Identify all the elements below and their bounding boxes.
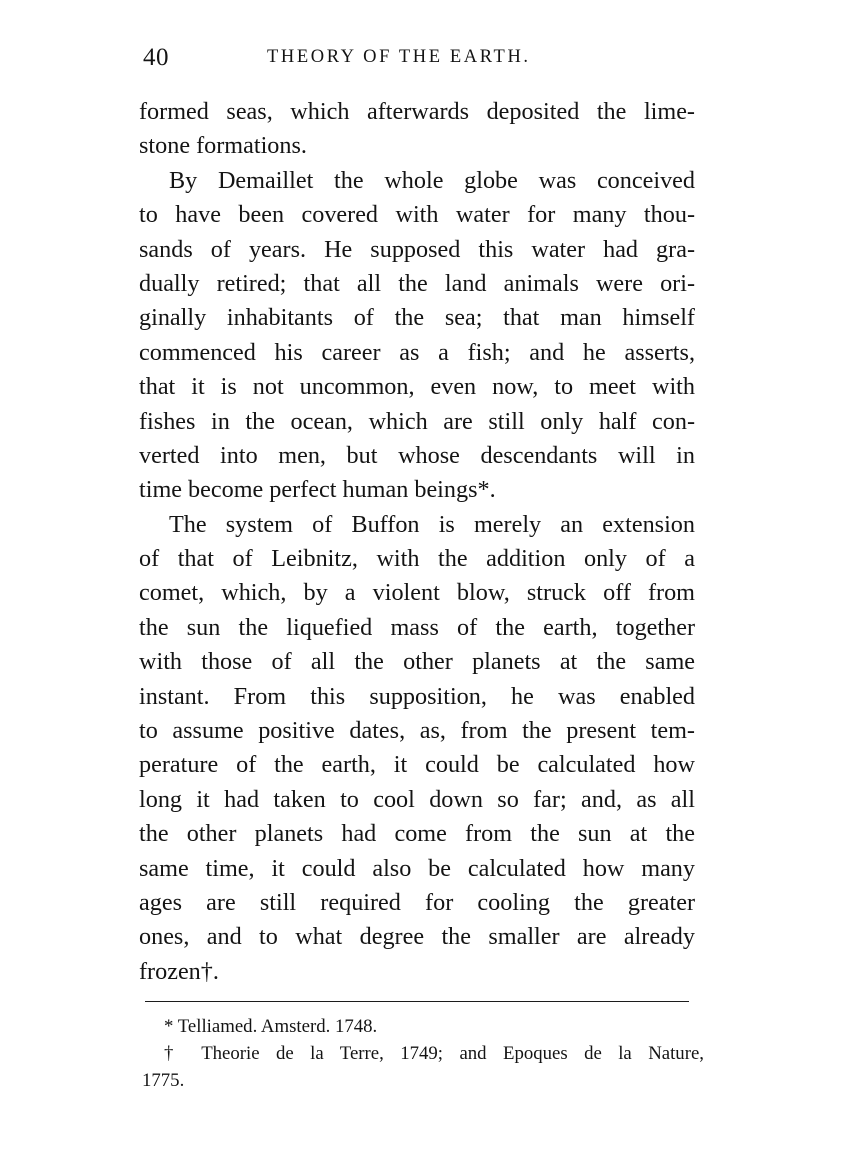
- text-line: ones, and to what degree the smaller are already: [139, 923, 695, 951]
- text-line: time become perfect human beings*.: [139, 476, 496, 504]
- footnote-line: * Telliamed. Amsterd. 1748.: [164, 1016, 378, 1037]
- page-number: 40: [143, 44, 169, 71]
- text-line: fishes in the ocean, which are still only half con-: [139, 407, 695, 435]
- text-line: ages are still required for cooling the greater: [139, 888, 695, 916]
- text-line: frozen†.: [139, 957, 219, 985]
- text-line: to assume positive dates, as, from the present tem-: [139, 717, 695, 745]
- text-line: dually retired; that all the land animals were ori-: [139, 269, 695, 297]
- text-line: with those of all the other planets at the same: [139, 648, 695, 676]
- text-line: formed seas, which afterwards deposited the lime-: [139, 98, 695, 125]
- text-line: The system of Buffon is merely an extension: [169, 510, 695, 538]
- text-line: stone formations.: [139, 132, 307, 160]
- footnotes: [142, 1013, 704, 1094]
- text-line: same time, it could also be calculated how many: [139, 854, 695, 882]
- main-text: [139, 95, 695, 989]
- page-header: [143, 44, 695, 80]
- footnote-line: † Theorie de la Terre, 1749; and Epoques de la Nature,: [164, 1043, 704, 1064]
- text-line: sands of years. He supposed this water had gra-: [139, 235, 695, 263]
- text-line: By Demaillet the whole globe was conceived: [169, 166, 695, 194]
- text-line: verted into men, but whose descendants will in: [139, 441, 695, 469]
- text-line: of that of Leibnitz, with the addition only of a: [139, 545, 695, 573]
- text-line: the sun the liquefied mass of the earth, together: [139, 613, 695, 641]
- text-line: that it is not uncommon, even now, to meet with: [139, 373, 695, 401]
- text-line: instant. From this supposition, he was enabled: [139, 682, 695, 710]
- text-line: comet, which, by a violent blow, struck off from: [139, 579, 695, 607]
- text-line: to have been covered with water for many thou-: [139, 201, 695, 229]
- text-line: commenced his career as a fish; and he asserts,: [139, 338, 695, 366]
- text-line: the other planets had come from the sun at the: [139, 820, 695, 848]
- text-line: perature of the earth, it could be calculated how: [139, 751, 695, 779]
- footnote-line: 1775.: [142, 1070, 185, 1091]
- text-line: long it had taken to cool down so far; and, as all: [139, 785, 695, 813]
- footnote-rule: [145, 1001, 689, 1002]
- running-head: THEORY OF THE EARTH.: [267, 47, 531, 67]
- text-line: ginally inhabitants of the sea; that man himself: [139, 304, 695, 332]
